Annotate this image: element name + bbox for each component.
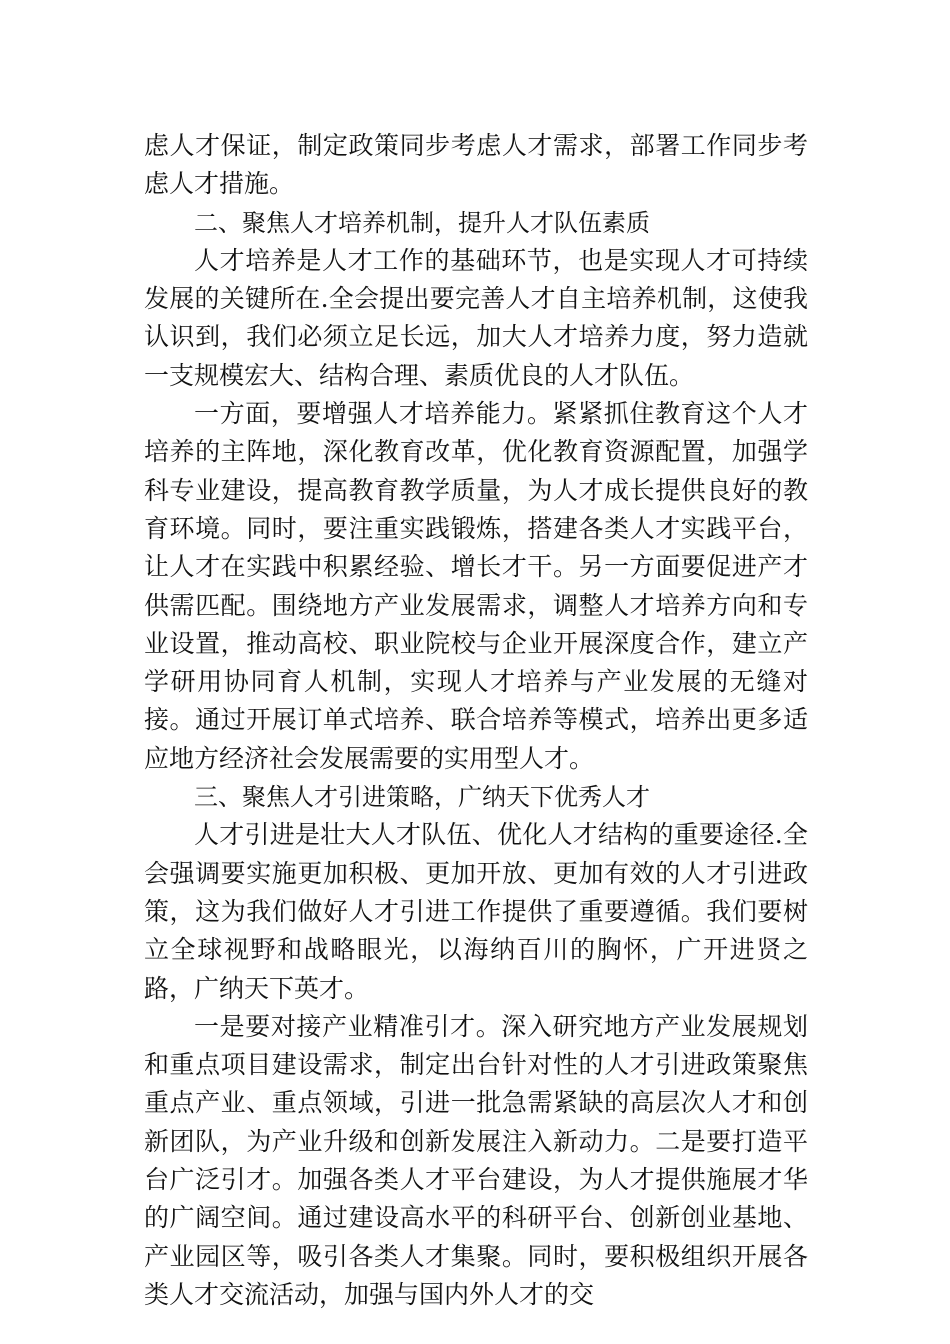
- paragraph-training-measures: 一方面，要增强人才培养能力。紧紧抓住教育这个人才培养的主阵地，深化教育改革，优化教育资源配置，加强学科专业建设，提高教育教学质量，为人才成长提供良好的教育环境。同时，要注重实践锻炼，搭建各类人才实践平台，让人才在实践中积累经验、增长才干。另一方面要促进产才供需匹配。围绕地方产业发展需求，调整人才培养方向和专业设置，推动高校、职业院校与企业开展深度合作，建立产学研用协同育人机制，实现人才培养与产业发展的无缝对接。通过开展订单式培养、联合培养等模式，培养出更多适应地方经济社会发展需要的实用型人才。: [144, 399, 808, 773]
- paragraph-continuation: 虑人才保证，制定政策同步考虑人才需求，部署工作同步考虑人才措施。: [144, 131, 808, 199]
- document-page: [144, 127, 808, 1314]
- paragraph-talent-introduction: 人才引进是壮大人才队伍、优化人才结构的重要途径.全会强调要实施更加积极、更加开放、更加有效的人才引进政策，这为我们做好人才引进工作提供了重要遵循。我们要树立全球视野和战略眼光，以海纳百川的胸怀，广开进贤之路，广纳天下英才。: [144, 820, 808, 1003]
- paragraph-introduction-measures: 一是要对接产业精准引才。深入研究地方产业发展规划和重点项目建设需求，制定出台针对性的人才引进政策聚焦重点产业、重点领域，引进一批急需紧缺的高层次人才和创新团队，为产业升级和创新发展注入新动力。二是要打造平台广泛引才。加强各类人才平台建设，为人才提供施展才华的广阔空间。通过建设高水平的科研平台、创新创业基地、产业园区等，吸引各类人才集聚。同时，要积极组织开展各类人才交流活动，加强与国内外人才的交: [144, 1011, 808, 1309]
- section-heading-3: 三、聚焦人才引进策略，广纳天下优秀人才: [194, 783, 650, 812]
- section-heading-2: 二、聚焦人才培养机制，提升人才队伍素质: [194, 208, 650, 237]
- paragraph-talent-training: 人才培养是人才工作的基础环节，也是实现人才可持续发展的关键所在.全会提出要完善人才自主培养机制，这使我认识到，我们必须立足长远，加大人才培养力度，努力造就一支规模宏大、结构合理、素质优良的人才队伍。: [144, 245, 808, 390]
